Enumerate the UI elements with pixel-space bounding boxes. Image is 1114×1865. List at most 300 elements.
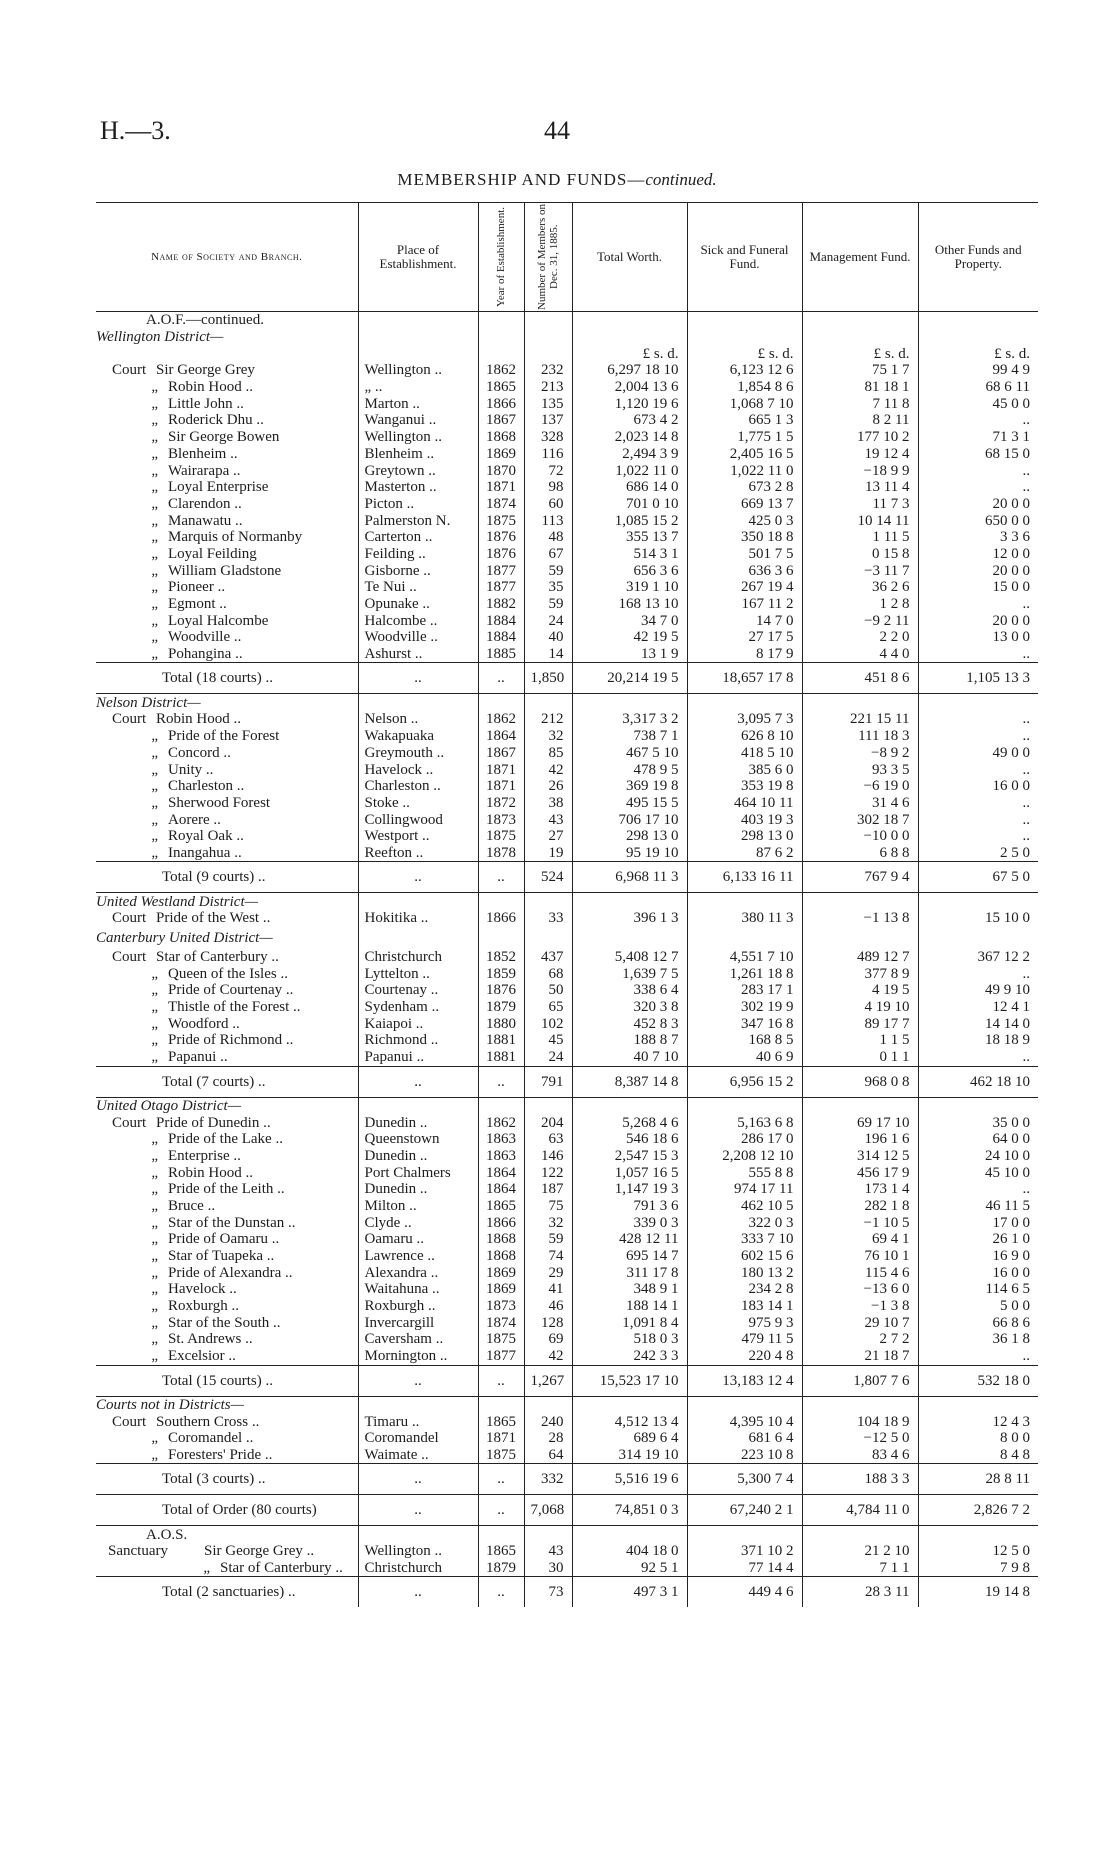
table-row [96,1526,1038,1543]
table-row [96,1396,1038,1413]
mgmt-cell: 69 17 10 [802,1114,918,1131]
total-cell: 20,214 19 5 [572,663,687,694]
year-cell: 1873 [478,1298,524,1315]
sick-cell: 403 19 3 [687,811,802,828]
sick-cell: 1,068 7 10 [687,395,802,412]
sick-cell: 298 13 0 [687,828,802,845]
sick-cell: 18,657 17 8 [687,663,802,694]
other-cell: .. [918,811,1038,828]
branch-name-cell [96,412,358,429]
table-row [96,596,1038,613]
branch-name: Little John .. [168,395,244,412]
branch-name: Robin Hood .. [156,711,242,728]
mgmt-cell: 93 3 5 [802,761,918,778]
other-cell: 64 0 0 [918,1131,1038,1148]
sick-cell: 14 7 0 [687,612,802,629]
place-cell: .. [358,1066,478,1097]
other-cell: .. [918,761,1038,778]
header-year: Year of Establishment. [478,203,524,312]
year-cell: 1862 [478,711,524,728]
mgmt-cell: 11 7 3 [802,496,918,513]
total-cell: 478 9 5 [572,761,687,778]
branch-name-cell [96,546,358,563]
members-cell: 240 [524,1413,572,1430]
place-cell: Opunake .. [358,596,478,613]
other-cell: 367 12 2 [918,949,1038,966]
year-cell: 1865 [478,1198,524,1215]
members-cell [524,694,572,711]
branch-prefix: „ [151,1214,158,1231]
table-row [96,1464,1038,1495]
sick-cell [687,893,802,910]
year-cell: 1871 [478,479,524,496]
other-cell: 68 6 11 [918,379,1038,396]
branch-name-cell [96,1015,358,1032]
branch-name: St. Andrews .. [168,1331,253,1348]
branch-name: Royal Oak .. [168,828,244,845]
total-cell: 339 0 3 [572,1214,687,1231]
total-cell: 42 19 5 [572,629,687,646]
header-row [96,203,1038,312]
branch-name-cell [96,1577,358,1608]
members-cell: 85 [524,745,572,762]
members-cell: 328 [524,429,572,446]
total-label: Total (3 courts) .. [162,1471,266,1488]
branch-prefix: „ [151,1015,158,1032]
members-cell: 24 [524,612,572,629]
mgmt-cell: 302 18 7 [802,811,918,828]
table-row [96,728,1038,745]
other-cell: .. [918,462,1038,479]
members-cell: 48 [524,529,572,546]
branch-prefix: „ [151,1281,158,1298]
total-label: Total of Order (80 courts) [162,1502,317,1519]
members-cell [524,312,572,329]
place-cell: Westport .. [358,828,478,845]
mgmt-cell: −8 9 2 [802,745,918,762]
branch-prefix: „ [151,778,158,795]
members-cell: 67 [524,546,572,563]
branch-prefix: „ [203,1559,210,1576]
branch-prefix: „ [151,1049,158,1066]
place-cell: Ashurst .. [358,646,478,663]
year-cell: 1866 [478,910,524,927]
total-cell: 695 14 7 [572,1248,687,1265]
branch-name-cell [96,646,358,663]
total-cell: 13 1 9 [572,646,687,663]
branch-prefix: „ [151,1231,158,1248]
mgmt-cell: 2 2 0 [802,629,918,646]
branch-prefix: Court [112,711,147,728]
other-cell: .. [918,728,1038,745]
branch-prefix: „ [151,744,158,761]
year-cell: 1877 [478,562,524,579]
branch-name-cell [96,329,358,346]
branch-name: Loyal Halcombe [168,612,269,629]
total-cell: 1,639 7 5 [572,965,687,982]
branch-prefix: Court [112,949,147,966]
sick-cell: 425 0 3 [687,512,802,529]
place-cell: Clyde .. [358,1214,478,1231]
members-cell: 116 [524,446,572,463]
branch-prefix: „ [151,1197,158,1214]
other-cell: 12 0 0 [918,546,1038,563]
other-cell: 8 0 0 [918,1430,1038,1447]
year-cell: 1878 [478,845,524,862]
sick-cell: 4,395 10 4 [687,1413,802,1430]
branch-name-cell [96,1430,358,1447]
table-row [96,1264,1038,1281]
table-row [96,1314,1038,1331]
table-row [96,529,1038,546]
district-heading: United Westland District— [96,893,258,910]
other-cell [918,694,1038,711]
sick-cell: 669 13 7 [687,496,802,513]
district-heading: United Otago District— [96,1097,241,1114]
total-label: Total (7 courts) .. [162,1073,266,1090]
total-cell: 5,408 12 7 [572,949,687,966]
total-cell: 2,004 13 6 [572,379,687,396]
year-cell: 1875 [478,828,524,845]
total-cell: 355 13 7 [572,529,687,546]
mgmt-cell: 1 2 8 [802,596,918,613]
total-cell [572,312,687,329]
mgmt-cell: 177 10 2 [802,429,918,446]
total-cell: 92 5 1 [572,1560,687,1577]
mgmt-cell: 8 2 11 [802,412,918,429]
table-row [96,1430,1038,1447]
total-cell: 686 14 0 [572,479,687,496]
place-cell: Hokitika .. [358,910,478,927]
branch-prefix: Court [112,910,147,927]
branch-name: Pride of the Lake .. [168,1131,283,1148]
table-row [96,446,1038,463]
members-cell: 29 [524,1264,572,1281]
branch-name-cell [96,446,358,463]
sick-cell: 636 3 6 [687,562,802,579]
branch-name-cell [96,629,358,646]
branch-prefix: „ [151,1430,158,1447]
branch-name-cell [96,1164,358,1181]
mgmt-cell [802,1526,918,1543]
total-cell: 188 8 7 [572,1032,687,1049]
year-cell: 1885 [478,646,524,663]
table-row [96,1114,1038,1131]
place-cell: Port Chalmers [358,1164,478,1181]
members-cell: 437 [524,949,572,966]
place-cell: Sydenham .. [358,999,478,1016]
year-cell: 1865 [478,379,524,396]
place-cell [358,329,478,346]
branch-name: Inangahua .. [168,844,242,861]
mgmt-cell [802,1396,918,1413]
branch-prefix: „ [151,1131,158,1148]
other-cell: 26 1 0 [918,1231,1038,1248]
sick-cell: 302 19 9 [687,999,802,1016]
total-cell: 738 7 1 [572,728,687,745]
other-cell [918,927,1038,949]
table-row [96,862,1038,893]
other-cell: £ s. d. [918,345,1038,362]
branch-prefix: „ [151,562,158,579]
sick-cell: £ s. d. [687,345,802,362]
branch-name-cell [96,1298,358,1315]
year-cell: 1852 [478,949,524,966]
sick-cell: 665 1 3 [687,412,802,429]
sick-cell: 347 16 8 [687,1015,802,1032]
sick-cell: 267 19 4 [687,579,802,596]
sick-cell: 5,163 6 8 [687,1114,802,1131]
branch-prefix: „ [151,629,158,646]
place-cell [358,345,478,362]
mgmt-cell: 7 1 1 [802,1560,918,1577]
other-cell: 17 0 0 [918,1214,1038,1231]
branch-prefix: „ [151,794,158,811]
mgmt-cell: 767 9 4 [802,862,918,893]
year-cell: 1874 [478,496,524,513]
total-cell: 467 5 10 [572,745,687,762]
table-row [96,745,1038,762]
branch-name-cell [96,965,358,982]
table-row [96,893,1038,910]
members-cell: 46 [524,1298,572,1315]
place-cell: Lyttelton .. [358,965,478,982]
sick-cell: 333 7 10 [687,1231,802,1248]
place-cell: Richmond .. [358,1032,478,1049]
other-cell: 18 18 9 [918,1032,1038,1049]
branch-prefix: „ [151,1264,158,1281]
other-cell: 45 10 0 [918,1164,1038,1181]
total-cell: 701 0 10 [572,496,687,513]
branch-prefix: „ [151,1331,158,1348]
place-cell: .. [358,663,478,694]
members-cell: 98 [524,479,572,496]
sick-cell: 4,551 7 10 [687,949,802,966]
other-cell: .. [918,596,1038,613]
place-cell: Te Nui .. [358,579,478,596]
other-cell: 24 10 0 [918,1148,1038,1165]
year-cell: 1869 [478,1281,524,1298]
other-cell: 20 0 0 [918,562,1038,579]
other-cell [918,893,1038,910]
mgmt-cell: 7 11 8 [802,395,918,412]
branch-name: Egmont .. [168,596,227,613]
branch-prefix: „ [151,512,158,529]
page-ref: H.—3. [100,116,171,145]
branch-name: Sherwood Forest [168,794,271,811]
branch-name-cell [96,999,358,1016]
sick-cell [687,1097,802,1114]
branch-name: Papanui .. [168,1049,228,1066]
place-cell: Waimate .. [358,1447,478,1464]
mgmt-cell: 456 17 9 [802,1164,918,1181]
mgmt-cell: 489 12 7 [802,949,918,966]
year-cell: 1871 [478,1430,524,1447]
mgmt-cell: −1 13 8 [802,910,918,927]
branch-name-cell [96,1032,358,1049]
members-cell [524,927,572,949]
table-row [96,312,1038,329]
total-cell: 428 12 11 [572,1231,687,1248]
place-cell: Waitahuna .. [358,1281,478,1298]
other-cell [918,1396,1038,1413]
mgmt-cell [802,694,918,711]
place-cell: Christchurch [358,949,478,966]
other-cell: 5 0 0 [918,1298,1038,1315]
branch-name: Roxburgh .. [168,1298,239,1315]
mgmt-cell: 29 10 7 [802,1314,918,1331]
table-row [96,1131,1038,1148]
table-row [96,949,1038,966]
sick-cell: 283 17 1 [687,982,802,999]
sick-cell: 371 10 2 [687,1543,802,1560]
branch-name: Pride of the Forest [168,728,280,745]
members-cell: 30 [524,1560,572,1577]
branch-prefix: „ [151,1032,158,1049]
branch-name: Star of the South .. [168,1314,281,1331]
year-cell: 1879 [478,999,524,1016]
year-cell: 1882 [478,596,524,613]
total-cell: 1,057 16 5 [572,1164,687,1181]
branch-name-cell [96,429,358,446]
mgmt-cell: 36 2 6 [802,579,918,596]
table-row [96,828,1038,845]
sick-cell [687,694,802,711]
sick-cell: 286 17 0 [687,1131,802,1148]
mgmt-cell: 188 3 3 [802,1464,918,1495]
year-cell: .. [478,1066,524,1097]
mgmt-cell: 21 18 7 [802,1348,918,1365]
other-cell: .. [918,828,1038,845]
total-cell: 320 3 8 [572,999,687,1016]
members-cell: 65 [524,999,572,1016]
table-row [96,965,1038,982]
branch-prefix: „ [151,596,158,613]
table-row [96,845,1038,862]
members-cell: 1,267 [524,1365,572,1396]
mgmt-cell: 89 17 7 [802,1015,918,1032]
table-row [96,395,1038,412]
other-cell: 14 14 0 [918,1015,1038,1032]
branch-name: Pride of the West .. [156,910,271,927]
members-cell: 27 [524,828,572,845]
members-cell: 43 [524,811,572,828]
other-cell: 12 4 3 [918,1413,1038,1430]
table-row [96,412,1038,429]
branch-name-cell [96,596,358,613]
members-cell: 32 [524,728,572,745]
branch-name: Manawatu .. [168,512,243,529]
total-cell: 188 14 1 [572,1298,687,1315]
header-management-fund: Management Fund. [802,203,918,312]
other-cell: 12 5 0 [918,1543,1038,1560]
table-row [96,429,1038,446]
branch-name-cell [96,345,358,362]
place-cell: Kaiapoi .. [358,1015,478,1032]
table-row [96,1097,1038,1114]
sick-cell: 322 0 3 [687,1214,802,1231]
members-cell: 26 [524,778,572,795]
year-cell [478,694,524,711]
branch-name: Star of Canterbury .. [156,949,279,966]
other-cell: 20 0 0 [918,496,1038,513]
year-cell [478,1526,524,1543]
branch-prefix: „ [151,379,158,396]
branch-name-cell [96,1198,358,1215]
branch-name: Pride of Dunedin .. [156,1114,271,1131]
branch-name-cell [96,1413,358,1430]
members-cell: 59 [524,596,572,613]
branch-prefix: „ [151,999,158,1016]
mgmt-cell: 115 4 6 [802,1264,918,1281]
other-cell: .. [918,711,1038,728]
table-row [96,1543,1038,1560]
total-label: Total (15 courts) .. [162,1372,274,1389]
branch-name: Unity .. [168,761,214,778]
branch-name-cell [96,1131,358,1148]
year-cell: 1868 [478,429,524,446]
other-cell: 12 4 1 [918,999,1038,1016]
total-cell: 15,523 17 10 [572,1365,687,1396]
branch-name: Clarendon .. [168,495,242,512]
total-cell: 546 18 6 [572,1131,687,1148]
place-cell: .. [358,862,478,893]
branch-prefix: „ [151,761,158,778]
sick-cell: 27 17 5 [687,629,802,646]
year-cell: .. [478,1495,524,1526]
branch-prefix: „ [151,462,158,479]
total-cell: 311 17 8 [572,1264,687,1281]
year-cell: 1884 [478,629,524,646]
total-cell: 2,494 3 9 [572,446,687,463]
members-cell [524,1396,572,1413]
members-cell: 59 [524,562,572,579]
mgmt-cell: 69 4 1 [802,1231,918,1248]
table-row [96,1413,1038,1430]
mgmt-cell: 81 18 1 [802,379,918,396]
year-cell: 1870 [478,462,524,479]
branch-name: Wairarapa .. [168,462,241,479]
branch-name: Queen of the Isles .. [168,965,288,982]
branch-name: Sir George Bowen [168,429,280,446]
total-cell: 314 19 10 [572,1447,687,1464]
members-cell: 42 [524,1348,572,1365]
mgmt-cell: 4 19 10 [802,999,918,1016]
mgmt-cell: £ s. d. [802,345,918,362]
sick-cell: 67,240 2 1 [687,1495,802,1526]
place-cell: Milton .. [358,1198,478,1215]
branch-name-cell [96,1464,358,1495]
sick-cell: 87 6 2 [687,845,802,862]
mgmt-cell: 83 4 6 [802,1447,918,1464]
branch-prefix: „ [151,479,158,496]
branch-name-cell [96,529,358,546]
year-cell [478,893,524,910]
total-cell: 689 6 4 [572,1430,687,1447]
year-cell [478,1396,524,1413]
branch-prefix: „ [151,844,158,861]
branch-name: Bruce .. [168,1197,216,1214]
place-cell: Dunedin .. [358,1181,478,1198]
branch-name-cell [96,562,358,579]
table-row [96,1348,1038,1365]
total-cell: 369 19 8 [572,778,687,795]
table-row [96,562,1038,579]
mgmt-cell: 4 19 5 [802,982,918,999]
mgmt-cell: −6 19 0 [802,778,918,795]
members-cell: 73 [524,1577,572,1608]
branch-name-cell [96,579,358,596]
